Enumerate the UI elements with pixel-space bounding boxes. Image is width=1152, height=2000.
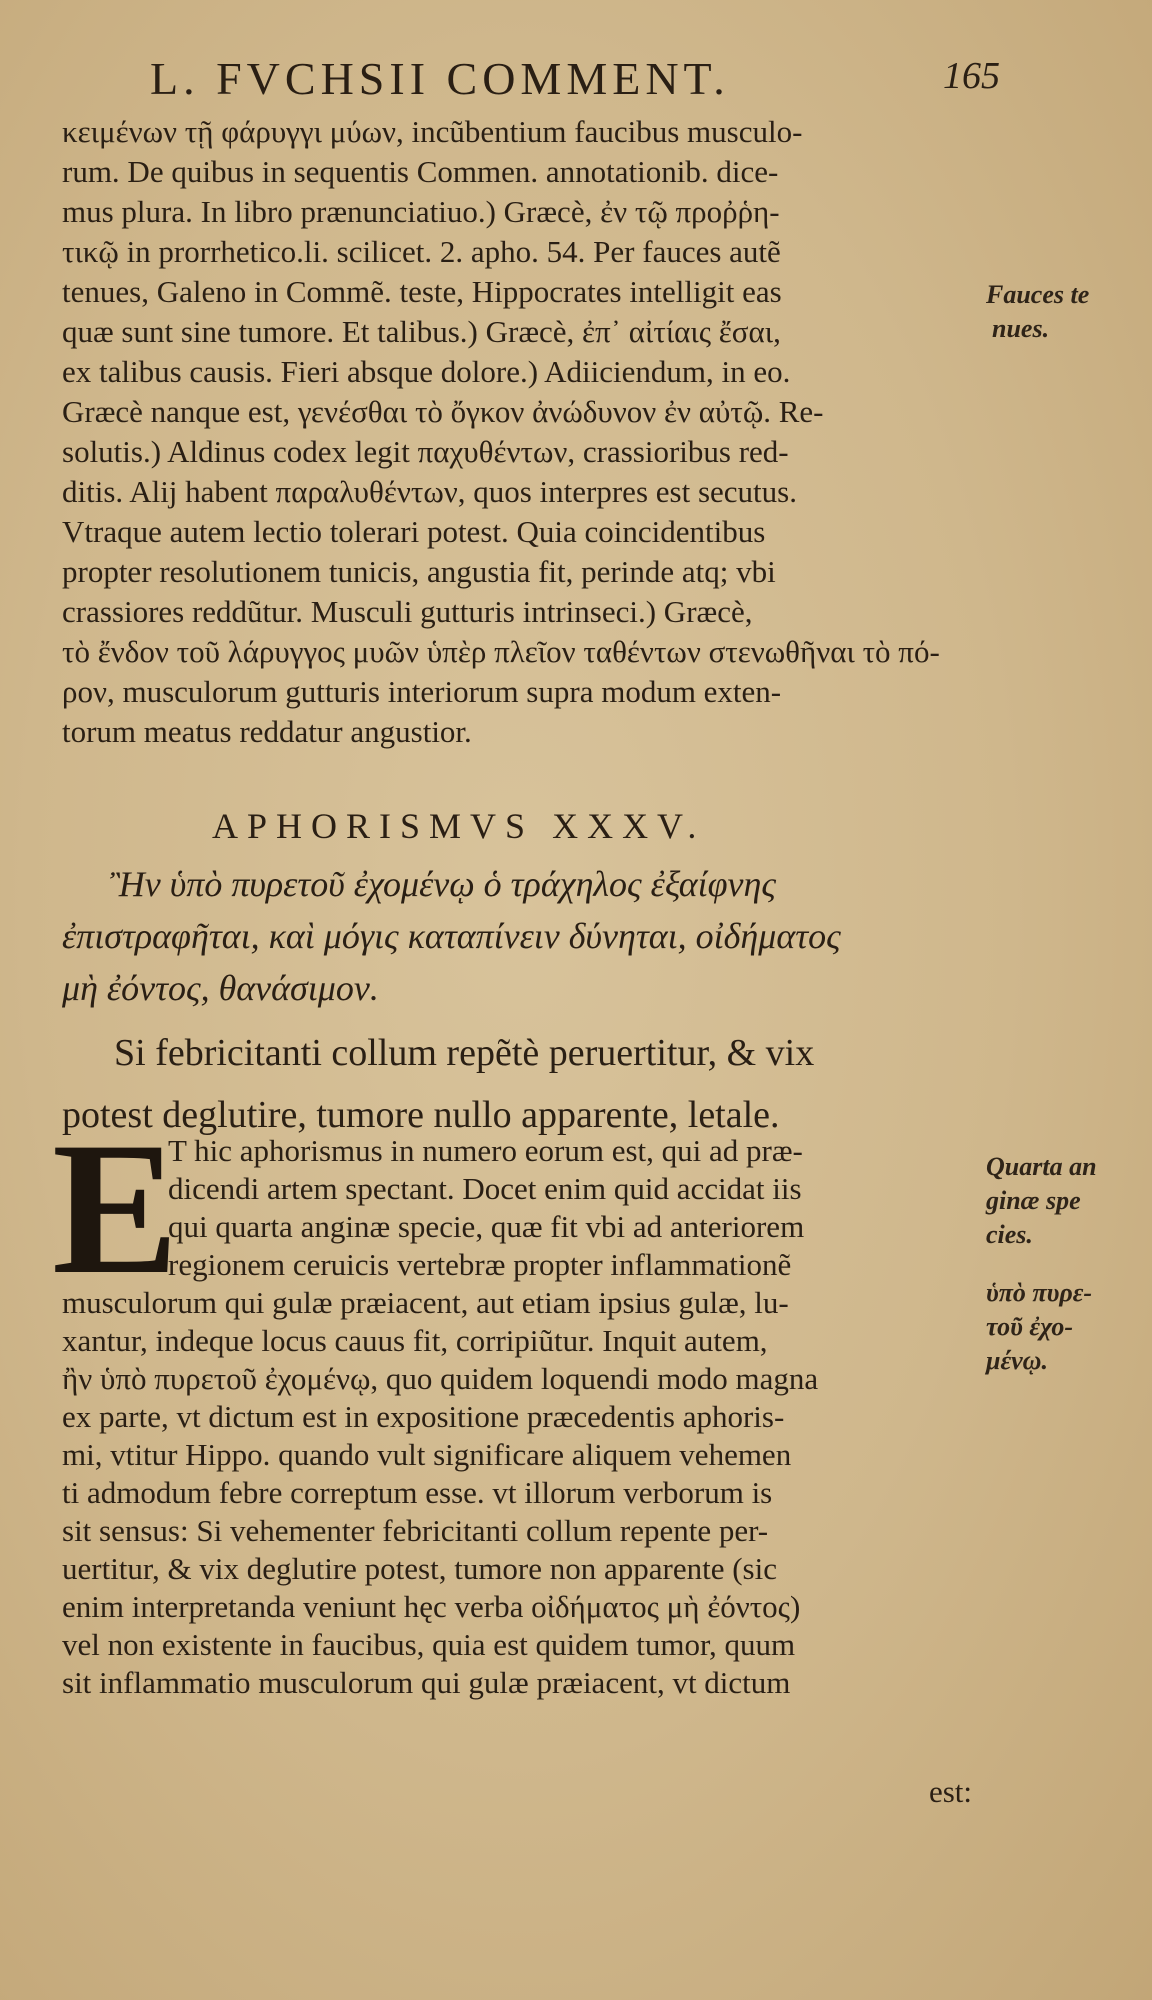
text-line: vel non existente in faucibus, quia est quidem tumor, quum (62, 1627, 796, 1662)
text-line: ti admodum febre correptum esse. vt illorum verborum is (62, 1475, 773, 1510)
text-line: torum meatus reddatur angustior. (62, 714, 472, 749)
margin-line: Fauces te (986, 280, 1090, 309)
text-line: T hic aphorismus in numero eorum est, qui ad præ- (168, 1133, 803, 1168)
latin-line: Si febricitanti collum repẽtè peruertitur, & vix (114, 1032, 815, 1074)
text-line: ρον, musculorum gutturis interiorum supra modum exten- (62, 674, 782, 709)
text-line: dicendi artem spectant. Docet enim quid accidat iis (168, 1171, 802, 1206)
text-line: crassiores reddũtur. Musculi gutturis intrinseci.) Græcè, (62, 594, 753, 629)
text-line: quæ sunt sine tumore. Et talibus.) Græcè, ἐπ᾽ αἰτίαις ἔσαι, (62, 314, 781, 349)
text-line: ἢν ὑπὸ πυρετοῦ ἐχομένῳ, quo quidem loquendi modo magna (62, 1361, 819, 1396)
text-line: Græcè nanque est, γενέσθαι τὸ ὄγκον ἀνώδυνον ἐν αὐτῷ. Re- (62, 394, 824, 429)
text-line: mus plura. In libro prænunciatiuo.) Græcè, ἐν τῷ προῤῥη- (62, 194, 780, 229)
text-line: uertitur, & vix deglutire potest, tumore non apparente (sic (62, 1551, 777, 1586)
aphorism-commentary (62, 1132, 982, 1702)
greek-line: ἐπιστραφῆται, καὶ μόγις καταπίνειν δύνηται, οἰδήματος (62, 916, 841, 956)
greek-line: μὴ ἐόντος, θανάσιμον. (62, 968, 379, 1008)
margin-note-quarta (986, 1150, 1146, 1252)
margin-line: τοῦ ἐχο- (986, 1312, 1074, 1341)
latin-aphorism (62, 1022, 982, 1146)
decorated-initial: E (52, 1104, 179, 1314)
text-line: enim interpretanda veniunt hęc verba οἰδήματος μὴ ἐόντος) (62, 1589, 801, 1624)
text-line: ditis. Alij habent παραλυθέντων, quos interpres est secutus. (62, 474, 797, 509)
text-line: Vtraque autem lectio tolerari potest. Quia coincidentibus (62, 514, 766, 549)
margin-note-fauces (986, 278, 1146, 346)
text-line: xantur, indeque locus cauus fit, corripiũtur. Inquit autem, (62, 1323, 768, 1358)
text-line: sit sensus: Si vehementer febricitanti collum repente per- (62, 1513, 769, 1548)
text-line: κειμένων τῇ φάρυγγι μύων, incũbentium faucibus musculo- (62, 114, 803, 149)
greek-aphorism (62, 858, 990, 1014)
text-line: τικῷ in prorrhetico.li. scilicet. 2. apho. 54. Per fauces autẽ (62, 234, 781, 269)
text-line: regionem ceruicis vertebræ propter inflammationẽ (168, 1247, 792, 1282)
text-line: musculorum qui gulæ præiacent, aut etiam ipsius gulæ, lu- (62, 1285, 789, 1320)
aphorism-heading: APHORISMVS XXXV. (212, 806, 706, 846)
margin-line: Quarta an (986, 1152, 1097, 1181)
text-line: ex parte, vt dictum est in expositione præcedentis aphoris- (62, 1399, 785, 1434)
margin-line: μένῳ. (986, 1346, 1048, 1375)
margin-line: ὑπὸ πυρε- (986, 1278, 1093, 1307)
margin-line: ginæ spe (986, 1186, 1081, 1215)
running-head: L. FVCHSII COMMENT. (150, 53, 730, 104)
text-line: τὸ ἔνδον τοῦ λάρυγγος μυῶν ὑπὲρ πλεῖον ταθέντων στενωθῆναι τὸ πό- (62, 634, 940, 669)
page-number: 165 (943, 55, 1000, 97)
text-line: solutis.) Aldinus codex legit παχυθέντων, crassioribus red- (62, 434, 789, 469)
commentary-continuation (62, 112, 982, 752)
margin-line: cies. (986, 1220, 1033, 1249)
text-line: propter resolutionem tunicis, angustia fit, perinde atq; vbi (62, 554, 776, 589)
text-line: rum. De quibus in sequentis Commen. annotationib. dice- (62, 154, 779, 189)
margin-note-greek (986, 1276, 1146, 1378)
latin-line: potest deglutire, tumore nullo apparente, letale. (62, 1094, 780, 1136)
catchword: est: (928, 1774, 972, 1809)
text-line: mi, vtitur Hippo. quando vult significare aliquem vehemen (62, 1437, 792, 1472)
text-line: sit inflammatio musculorum qui gulæ præiacent, vt dictum (62, 1665, 791, 1700)
greek-line: Ἢν ὑπὸ πυρετοῦ ἐχομένῳ ὁ τράχηλος ἐξαίφνης (110, 864, 776, 904)
page-header (150, 52, 1000, 112)
text-line: ex talibus causis. Fieri absque dolore.) Adiiciendum, in eo. (62, 354, 791, 389)
text-line: qui quarta anginæ specie, quæ fit vbi ad anteriorem (168, 1209, 805, 1244)
margin-line: nues. (992, 314, 1050, 343)
text-line: tenues, Galeno in Commẽ. teste, Hippocrates intelligit eas (62, 274, 782, 309)
